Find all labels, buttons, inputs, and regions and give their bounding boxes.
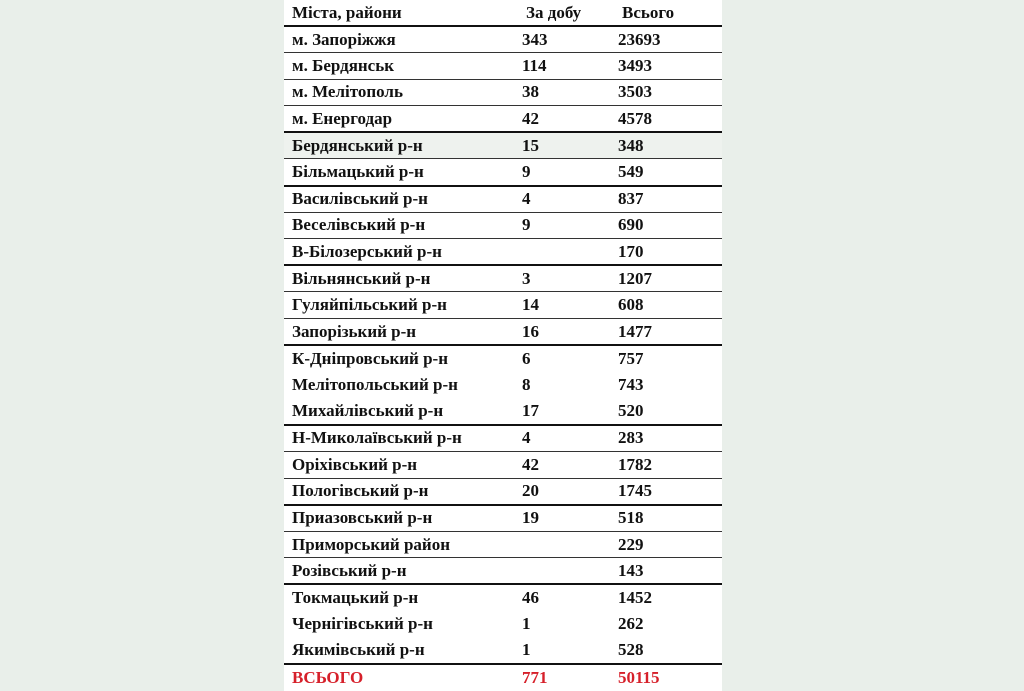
row-day: 17 — [518, 398, 614, 425]
table-row — [284, 372, 722, 399]
row-day: 20 — [518, 478, 614, 505]
row-name: Приазовський р-н — [284, 505, 518, 532]
row-name: Пологівський р-н — [284, 478, 518, 505]
total-day: 771 — [522, 668, 548, 688]
row-name: Василівський р-н — [284, 186, 518, 213]
row-total: 743 — [618, 375, 644, 395]
table-row — [284, 186, 722, 213]
row-name: м. Енергодар — [284, 106, 518, 133]
table-row — [284, 611, 722, 638]
row-name: Мелітопольський р-н — [292, 375, 458, 395]
row-total: 1207 — [614, 265, 722, 292]
row-total: 229 — [614, 531, 722, 558]
row-total: 608 — [614, 292, 722, 319]
table-row — [284, 398, 722, 425]
row-day: 8 — [522, 375, 531, 395]
table-row — [284, 425, 722, 452]
row-total: 1745 — [614, 478, 722, 505]
row-day — [518, 558, 614, 585]
row-name: К-Дніпровський р-н — [292, 348, 448, 368]
total-label: ВСЬОГО — [292, 668, 364, 688]
row-name: Оріхівський р-н — [284, 452, 518, 479]
row-total: 3503 — [614, 79, 722, 106]
row-day: 16 — [518, 319, 614, 346]
row-name: Якимівський р-н — [284, 638, 518, 665]
table-row — [284, 53, 722, 80]
row-day: 9 — [518, 159, 614, 186]
row-name: Бердянський р-н — [284, 132, 518, 159]
row-total: 4578 — [614, 106, 722, 133]
row-day: 4 — [518, 425, 614, 452]
row-total: 837 — [614, 186, 722, 213]
row-name: Приморський район — [284, 531, 518, 558]
row-name: Чернігівський р-н — [292, 614, 433, 634]
row-day: 42 — [518, 452, 614, 479]
cases-table — [284, 0, 722, 691]
table-row — [284, 638, 722, 665]
row-day: 19 — [518, 505, 614, 532]
total-row — [284, 664, 722, 691]
row-name: Вільнянський р-н — [284, 265, 518, 292]
row-name: Більмацький р-н — [284, 159, 518, 186]
row-total: 520 — [614, 398, 722, 425]
row-total: 283 — [614, 425, 722, 452]
row-day: 9 — [518, 212, 614, 239]
row-day: 42 — [518, 106, 614, 133]
row-total: 262 — [618, 614, 644, 634]
row-day: 4 — [518, 186, 614, 213]
table-row — [284, 478, 722, 505]
row-name: Токмацький р-н — [292, 588, 419, 608]
total-all: 50115 — [618, 668, 660, 688]
table-row — [284, 452, 722, 479]
table-row — [284, 345, 722, 372]
row-name: Веселівський р-н — [284, 212, 518, 239]
table-row — [284, 159, 722, 186]
row-name: Запорізький р-н — [284, 319, 518, 346]
row-day: 114 — [518, 53, 614, 80]
table-row — [284, 319, 722, 346]
row-name: Михайлівський р-н — [284, 398, 518, 425]
row-day: 15 — [518, 132, 614, 159]
row-name: В-Білозерський р-н — [284, 239, 518, 266]
row-total: 348 — [614, 132, 722, 159]
row-name: Гуляйпільський р-н — [284, 292, 518, 319]
row-total: 1452 — [618, 588, 652, 608]
table-row — [284, 584, 722, 611]
row-total: 518 — [614, 505, 722, 532]
row-name: м. Бердянськ — [284, 53, 518, 80]
row-day: 343 — [518, 26, 614, 53]
column-header-name: Міста, райони — [284, 0, 518, 26]
table-row — [284, 265, 722, 292]
table-row — [284, 558, 722, 585]
row-total: 143 — [614, 558, 722, 585]
row-day: 14 — [518, 292, 614, 319]
row-total: 757 — [618, 348, 644, 368]
table-row — [284, 79, 722, 106]
row-total: 528 — [614, 638, 722, 665]
column-header-total: Всього — [614, 0, 722, 26]
table-header-row — [284, 0, 722, 26]
row-day — [518, 531, 614, 558]
row-name: Н-Миколаївський р-н — [284, 425, 518, 452]
row-total: 3493 — [614, 53, 722, 80]
row-name: м. Мелітополь — [284, 79, 518, 106]
table-row — [284, 26, 722, 53]
row-total: 690 — [614, 212, 722, 239]
row-total: 549 — [614, 159, 722, 186]
table-row — [284, 239, 722, 266]
row-day: 46 — [522, 588, 539, 608]
table-row — [284, 106, 722, 133]
row-day — [518, 239, 614, 266]
row-total: 170 — [614, 239, 722, 266]
table-row — [284, 132, 722, 159]
row-day: 1 — [518, 638, 614, 665]
table-row — [284, 212, 722, 239]
table-row — [284, 292, 722, 319]
row-day: 38 — [518, 79, 614, 106]
table-row — [284, 531, 722, 558]
table-row — [284, 505, 722, 532]
row-total: 1782 — [614, 452, 722, 479]
row-total: 1477 — [614, 319, 722, 346]
column-header-day: За добу — [518, 0, 614, 26]
row-total: 23693 — [614, 26, 722, 53]
row-day: 6 — [522, 348, 531, 368]
row-day: 3 — [518, 265, 614, 292]
row-name: Розівський р-н — [284, 558, 518, 585]
row-day: 1 — [522, 614, 531, 634]
row-name: м. Запоріжжя — [284, 26, 518, 53]
